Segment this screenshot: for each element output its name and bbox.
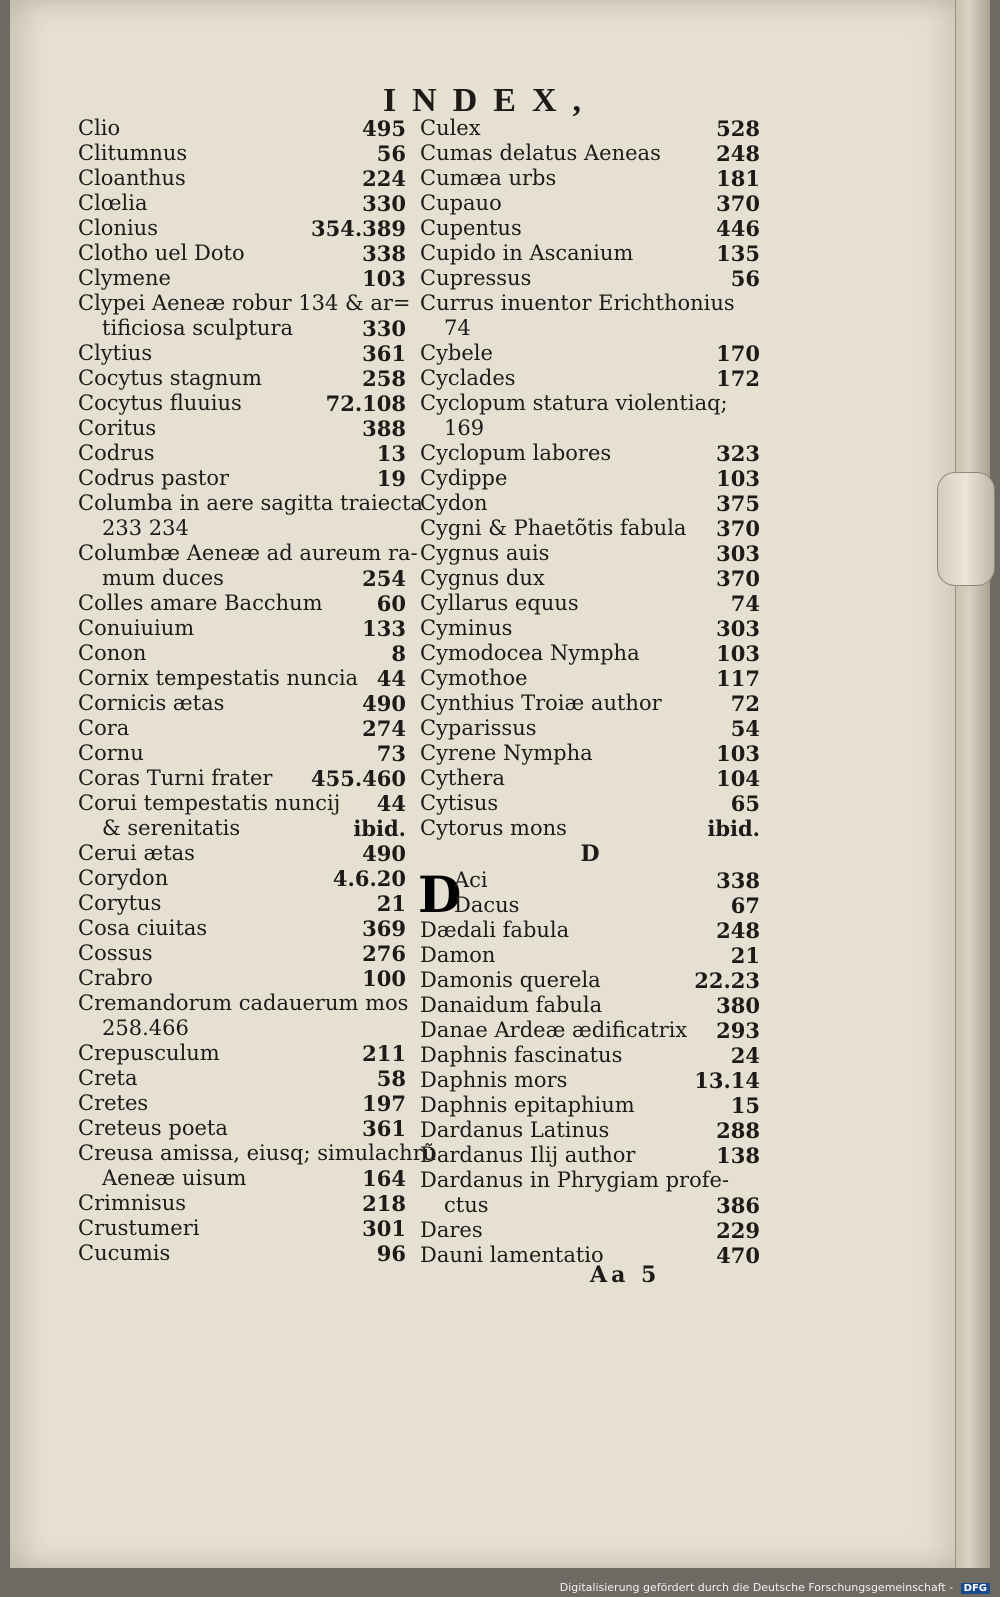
- index-page-number: 303: [716, 541, 760, 566]
- index-entry: [420, 166, 760, 191]
- index-entry: [78, 616, 406, 641]
- page-title: INDEX,: [382, 82, 598, 119]
- index-term: Cymothoe: [420, 666, 528, 690]
- index-term: Culex: [420, 116, 481, 140]
- index-term: Cupressus: [420, 266, 532, 290]
- index-entry: [420, 641, 760, 666]
- index-term: Cynthius Troiæ author: [420, 691, 662, 715]
- index-term: Cygnus auis: [420, 541, 550, 565]
- index-page-number: 490: [362, 691, 406, 716]
- index-term: Crepusculum: [78, 1041, 220, 1065]
- index-entry: [420, 116, 760, 141]
- index-page-number: 21: [376, 891, 406, 916]
- index-term: Dardanus Latinus: [420, 1118, 610, 1142]
- index-term: 74: [444, 316, 471, 340]
- index-page-number: 72: [730, 691, 760, 716]
- index-page-number: 330: [362, 316, 406, 341]
- index-column-left: [78, 116, 437, 1266]
- index-page-number: 338: [362, 241, 406, 266]
- index-page-number: 470: [716, 1243, 760, 1268]
- index-entry: [420, 893, 760, 918]
- index-entry: [78, 341, 406, 366]
- index-term: Danaidum fabula: [420, 993, 603, 1017]
- index-page-number: 44: [376, 666, 406, 691]
- page-edge: [955, 0, 990, 1568]
- index-page-number: 170: [716, 341, 760, 366]
- index-term: Corui tempestatis nuncij: [78, 791, 341, 815]
- index-page-number: 370: [716, 516, 760, 541]
- index-entry: [78, 641, 406, 666]
- index-entry: [420, 791, 760, 816]
- index-entry: [420, 191, 760, 216]
- index-entry: [78, 416, 406, 441]
- index-entry: [78, 1066, 406, 1091]
- index-page-number: 338: [716, 868, 760, 893]
- index-page-number: 15: [730, 1093, 760, 1118]
- index-entry: [78, 1191, 406, 1216]
- index-term: Crimnisus: [78, 1191, 187, 1215]
- index-term: Cupauo: [420, 191, 502, 215]
- index-page-number: 288: [716, 1118, 760, 1143]
- index-term: Colles amare Bacchum: [78, 591, 323, 615]
- index-entry: [78, 1091, 406, 1116]
- index-page-number: 218: [362, 1191, 406, 1216]
- index-entry: [420, 968, 760, 993]
- index-entry: [78, 116, 406, 141]
- index-entry: [78, 741, 406, 766]
- index-column-right: [420, 116, 760, 1268]
- index-entry: [78, 766, 406, 791]
- index-term: Clio: [78, 116, 121, 140]
- index-page-number: 229: [716, 1218, 760, 1243]
- index-entry: [78, 366, 406, 391]
- index-entry: [420, 716, 760, 741]
- index-term: & serenitatis: [102, 816, 241, 840]
- index-entry: [78, 216, 406, 241]
- index-entry: [420, 1043, 760, 1068]
- index-term: Aci: [454, 868, 488, 892]
- index-term: Creusa amissa, eiusq; simulachrũ: [78, 1141, 437, 1165]
- index-entry: [420, 1218, 760, 1243]
- index-entry: [78, 1241, 406, 1266]
- index-entry: [78, 716, 406, 741]
- index-page-number: 56: [730, 266, 760, 291]
- index-entry: [420, 266, 760, 291]
- index-entry: [78, 866, 406, 891]
- index-entry: [420, 616, 760, 641]
- index-term: Clytius: [78, 341, 153, 365]
- index-entry: [78, 1166, 406, 1191]
- index-term: Cucumis: [78, 1241, 171, 1265]
- index-entry: [420, 416, 760, 441]
- index-page-number: 103: [362, 266, 406, 291]
- index-term: Conuiuium: [78, 616, 195, 640]
- index-page-number: 104: [716, 766, 760, 791]
- index-term: Cyclopum statura violentiaq;: [420, 391, 728, 415]
- index-entry: [78, 166, 406, 191]
- index-term: Clypei Aeneæ robur 134 & ar=: [78, 291, 411, 315]
- index-page-number: 117: [716, 666, 760, 691]
- index-entry: [78, 666, 406, 691]
- index-entry: [420, 1068, 760, 1093]
- dfg-logo: DFG: [961, 1583, 990, 1594]
- index-entry: [420, 241, 760, 266]
- index-page-number: 72.108: [325, 391, 406, 416]
- index-entry: [78, 291, 411, 316]
- index-entry: [78, 266, 406, 291]
- index-entry: [78, 516, 406, 541]
- index-page-number: 361: [362, 1116, 406, 1141]
- index-term: Columbæ Aeneæ ad aureum ra-: [78, 541, 418, 565]
- index-page-number: 133: [362, 616, 406, 641]
- index-term: Cremandorum cadauerum mos: [78, 991, 409, 1015]
- index-page-number: 22.23: [694, 968, 760, 993]
- index-term: Cornu: [78, 741, 144, 765]
- index-term: Cocytus stagnum: [78, 366, 262, 390]
- index-entry: [420, 441, 760, 466]
- index-entry: [420, 591, 760, 616]
- index-page-number: 361: [362, 341, 406, 366]
- index-entry: [78, 191, 406, 216]
- index-term: Cygnus dux: [420, 566, 545, 590]
- index-page-number: 8: [391, 641, 406, 666]
- index-term: Cosa ciuitas: [78, 916, 208, 940]
- index-term: Cydippe: [420, 466, 508, 490]
- index-page-number: 103: [716, 641, 760, 666]
- index-entry: [420, 341, 760, 366]
- index-page-number: 197: [362, 1091, 406, 1116]
- index-page-number: 303: [716, 616, 760, 641]
- index-term: Clymene: [78, 266, 171, 290]
- index-entry: [78, 841, 406, 866]
- index-entry: [78, 1216, 406, 1241]
- index-term: Daphnis epitaphium: [420, 1093, 635, 1117]
- index-term: Cupido in Ascanium: [420, 241, 634, 265]
- index-term: Clonius: [78, 216, 158, 240]
- index-page-number: 495: [362, 116, 406, 141]
- index-term: Clœlia: [78, 191, 148, 215]
- index-term: Clotho uel Doto: [78, 241, 245, 265]
- index-entry: [420, 291, 760, 316]
- index-page-number: 370: [716, 191, 760, 216]
- index-entry: [78, 316, 406, 341]
- index-entry: [78, 1116, 406, 1141]
- index-page-number: 54: [730, 716, 760, 741]
- index-term: Dardanus in Phrygiam profe-: [420, 1168, 730, 1192]
- index-term: Crustumeri: [78, 1216, 200, 1240]
- index-term: Crabro: [78, 966, 153, 990]
- index-entry: [420, 1168, 760, 1193]
- index-entry: [420, 391, 760, 416]
- index-page-number: 248: [716, 141, 760, 166]
- index-entry: [78, 566, 406, 591]
- index-term: Dacus: [454, 893, 520, 917]
- index-page-number: 258: [362, 366, 406, 391]
- section-heading-d: D: [580, 841, 600, 867]
- index-page-number: 19: [376, 466, 406, 491]
- index-term: Cornicis ætas: [78, 691, 225, 715]
- index-entry: [78, 691, 406, 716]
- index-page-number: 528: [716, 116, 760, 141]
- index-page-number: 224: [362, 166, 406, 191]
- index-term: Cytisus: [420, 791, 499, 815]
- index-term: Cerui ætas: [78, 841, 195, 865]
- index-entry: [420, 491, 760, 516]
- index-entry: [78, 391, 406, 416]
- index-entry: [420, 566, 760, 591]
- index-term: Creta: [78, 1066, 138, 1090]
- index-page-number: 276: [362, 941, 406, 966]
- index-page-number: 370: [716, 566, 760, 591]
- index-term: Cossus: [78, 941, 153, 965]
- index-page-number: 58: [376, 1066, 406, 1091]
- index-term: Corytus: [78, 891, 162, 915]
- index-term: Dædali fabula: [420, 918, 570, 942]
- index-term: Cyminus: [420, 616, 513, 640]
- index-entry: [420, 1018, 760, 1043]
- index-entry: [78, 816, 406, 841]
- drop-cap: D: [418, 865, 462, 924]
- index-term: Currus inuentor Erichthonius: [420, 291, 735, 315]
- index-term: mum duces: [102, 566, 224, 590]
- index-page-number: 65: [730, 791, 760, 816]
- index-term: Columba in aere sagitta traiecta: [78, 491, 423, 515]
- book-clasp: [937, 472, 995, 586]
- index-page-number: 446: [716, 216, 760, 241]
- index-term: Cydon: [420, 491, 488, 515]
- index-term: Cymodocea Nympha: [420, 641, 640, 665]
- index-term: Cumæa urbs: [420, 166, 557, 190]
- index-page-number: ibid.: [707, 816, 760, 841]
- index-term: Cumas delatus Aeneas: [420, 141, 661, 165]
- index-entry: [78, 1041, 406, 1066]
- index-term: Cygni & Phaetõtis fabula: [420, 516, 687, 540]
- index-term: Cybele: [420, 341, 493, 365]
- index-entry: [78, 941, 406, 966]
- index-entry: [78, 1016, 406, 1041]
- index-page-number: 248: [716, 918, 760, 943]
- index-term: Clitumnus: [78, 141, 188, 165]
- index-entry: [420, 691, 760, 716]
- index-entry: [78, 891, 406, 916]
- index-entry: [420, 141, 760, 166]
- index-page-number: 44: [376, 791, 406, 816]
- index-page-number: 13.14: [694, 1068, 760, 1093]
- index-term: 258.466: [102, 1016, 189, 1040]
- index-entry: [78, 916, 406, 941]
- index-term: Cora: [78, 716, 130, 740]
- index-term: Cyparissus: [420, 716, 537, 740]
- index-term: Dardanus Ilij author: [420, 1143, 636, 1167]
- index-term: Cretes: [78, 1091, 149, 1115]
- index-entry: [420, 766, 760, 791]
- index-term: Coras Turni frater: [78, 766, 273, 790]
- index-page-number: 74: [730, 591, 760, 616]
- index-entry: [78, 466, 406, 491]
- index-term: Dares: [420, 1218, 483, 1242]
- index-entry: [78, 791, 406, 816]
- index-page-number: 138: [716, 1143, 760, 1168]
- index-term: Dauni lamentatio: [420, 1243, 604, 1267]
- index-term: Daphnis fascinatus: [420, 1043, 623, 1067]
- index-page-number: 135: [716, 241, 760, 266]
- index-page-number: 211: [362, 1041, 406, 1066]
- index-entry: [78, 141, 406, 166]
- index-page-number: 388: [362, 416, 406, 441]
- index-term: Cyrene Nympha: [420, 741, 593, 765]
- index-entry: [78, 966, 406, 991]
- index-entry: [420, 1193, 760, 1218]
- index-page-number: 56: [376, 141, 406, 166]
- index-entry: [420, 316, 760, 341]
- index-entry: [78, 1141, 437, 1166]
- index-page-number: 354.389: [311, 216, 406, 241]
- index-page-number: 100: [362, 966, 406, 991]
- index-entry: [420, 1143, 760, 1168]
- index-entry: [420, 741, 760, 766]
- index-entry: [420, 1093, 760, 1118]
- index-page-number: 21: [730, 943, 760, 968]
- digitization-credit: [560, 1581, 990, 1594]
- index-entry: [420, 666, 760, 691]
- index-term: Corydon: [78, 866, 169, 890]
- index-page-number: 293: [716, 1018, 760, 1043]
- index-term: Aeneæ uisum: [102, 1166, 247, 1190]
- index-term: Damon: [420, 943, 496, 967]
- index-term: ctus: [444, 1193, 489, 1217]
- credit-text: Digitalisierung gefördert durch die Deutsche Forschungsgemeinschaft -: [559, 1581, 954, 1594]
- index-term: Creteus poeta: [78, 1116, 228, 1140]
- index-term: 233 234: [102, 516, 189, 540]
- index-page-number: 13: [376, 441, 406, 466]
- signature-mark: Aa 5: [590, 1262, 661, 1288]
- index-term: Danae Ardeæ ædificatrix: [420, 1018, 688, 1042]
- index-page-number: 96: [376, 1241, 406, 1266]
- index-page-number: 386: [716, 1193, 760, 1218]
- index-term: Codrus pastor: [78, 466, 230, 490]
- index-page-number: 380: [716, 993, 760, 1018]
- index-entry: [420, 216, 760, 241]
- index-page-number: 301: [362, 1216, 406, 1241]
- index-term: Cyclades: [420, 366, 516, 390]
- index-entry: [78, 541, 418, 566]
- index-entry: [420, 516, 760, 541]
- index-page-number: 369: [362, 916, 406, 941]
- index-term: Cyllarus equus: [420, 591, 579, 615]
- index-entry: [420, 918, 760, 943]
- index-entry: [420, 943, 760, 968]
- index-term: Conon: [78, 641, 147, 665]
- index-entry: [420, 466, 760, 491]
- index-entry: [78, 441, 406, 466]
- index-page-number: 455.460: [311, 766, 406, 791]
- index-term: Daphnis mors: [420, 1068, 568, 1092]
- index-term: Cornix tempestatis nuncia: [78, 666, 359, 690]
- index-page-number: 490: [362, 841, 406, 866]
- index-page-number: ibid.: [353, 816, 406, 841]
- index-term: Cloanthus: [78, 166, 186, 190]
- index-page-number: 181: [716, 166, 760, 191]
- index-term: Cocytus fluuius: [78, 391, 242, 415]
- index-term: 169: [444, 416, 485, 440]
- index-page-number: 24: [730, 1043, 760, 1068]
- index-term: Cythera: [420, 766, 505, 790]
- index-page-number: 375: [716, 491, 760, 516]
- index-page-number: 330: [362, 191, 406, 216]
- index-page-number: 323: [716, 441, 760, 466]
- index-page-number: 4.6.20: [332, 866, 406, 891]
- section-d-entries: [418, 865, 760, 1268]
- index-page-number: 60: [376, 591, 406, 616]
- index-page-number: 103: [716, 466, 760, 491]
- index-page-number: 172: [716, 366, 760, 391]
- index-term: Codrus: [78, 441, 155, 465]
- index-entry: [78, 991, 409, 1016]
- index-entry: [420, 868, 760, 893]
- index-term: tificiosa sculptura: [102, 316, 293, 340]
- index-term: Damonis querela: [420, 968, 601, 992]
- index-term: Cyclopum labores: [420, 441, 612, 465]
- index-entry: [420, 541, 760, 566]
- index-page-number: 164: [362, 1166, 406, 1191]
- index-entry: [420, 366, 760, 391]
- index-term: Cupentus: [420, 216, 522, 240]
- index-term: Coritus: [78, 416, 157, 440]
- index-page-number: 67: [730, 893, 760, 918]
- index-entry: [78, 591, 406, 616]
- index-page-number: 254: [362, 566, 406, 591]
- index-page-number: 73: [376, 741, 406, 766]
- index-term: Cytorus mons: [420, 816, 567, 840]
- index-entry: [78, 491, 423, 516]
- index-entry: [78, 241, 406, 266]
- index-page-number: 103: [716, 741, 760, 766]
- index-page-number: 274: [362, 716, 406, 741]
- index-entry: [420, 993, 760, 1018]
- index-entry: [420, 1118, 760, 1143]
- index-entry: [420, 816, 760, 841]
